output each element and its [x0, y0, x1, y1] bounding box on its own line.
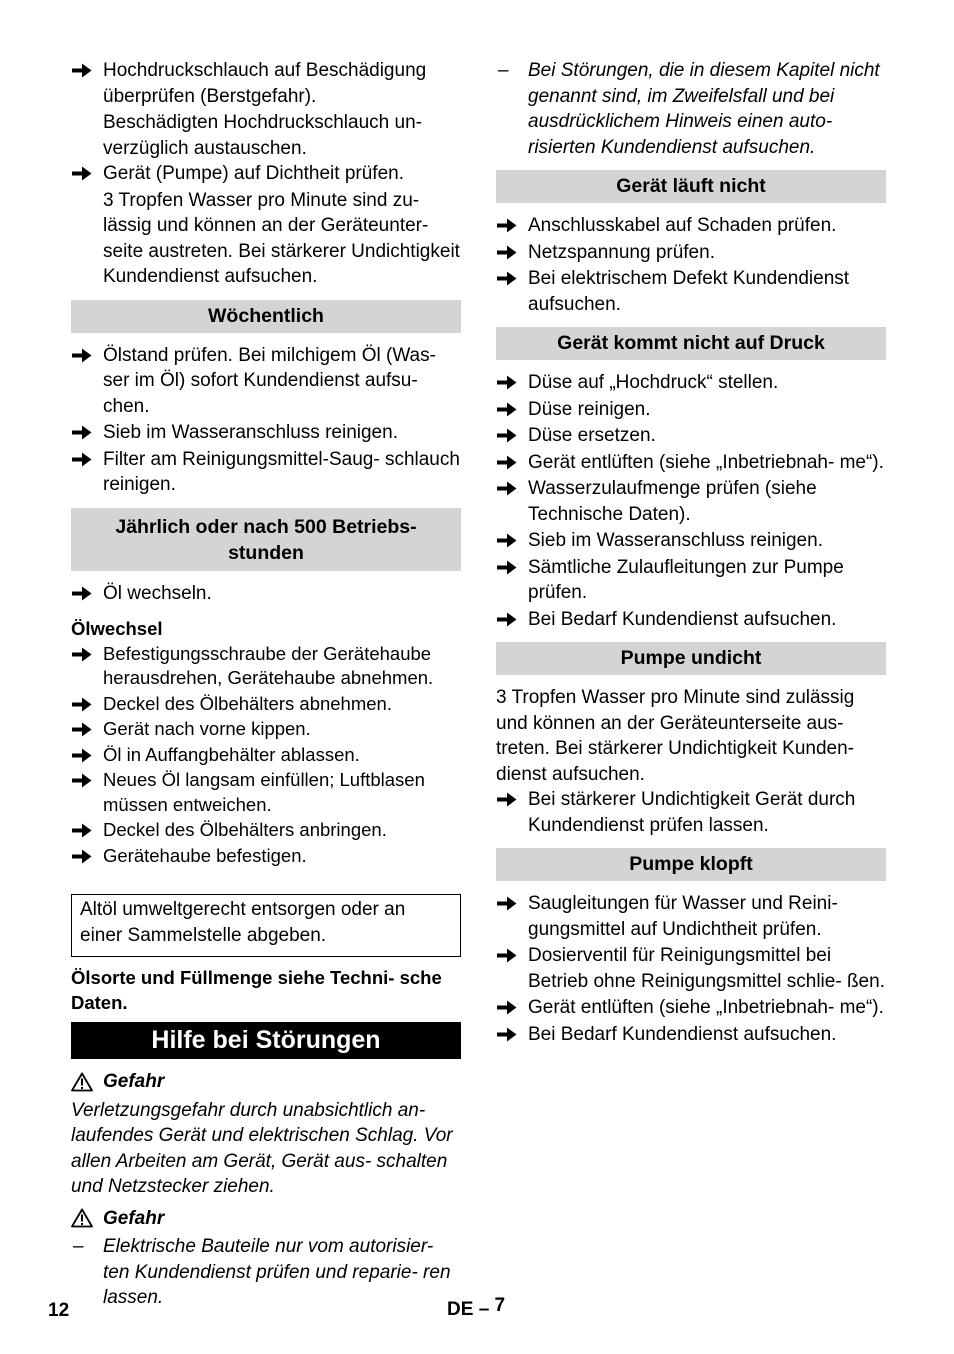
arrow-right-icon — [497, 455, 517, 470]
warning-triangle-icon — [71, 1072, 93, 1092]
arrow-right-icon — [497, 245, 517, 260]
list-item: Sieb im Wasseranschluss reinigen. — [71, 420, 461, 446]
warning-dash-item: – Elektrische Bauteile nur vom autorisier- ten Kundendienst prüfen und reparie- ren lassen. — [73, 1236, 451, 1308]
list-item: Bei Bedarf Kundendienst aufsuchen. — [496, 1022, 886, 1048]
arrow-right-icon — [497, 218, 517, 233]
arrow-right-icon — [497, 375, 517, 390]
arrow-right-icon — [497, 481, 517, 496]
warning-label: Gefahr — [71, 1206, 461, 1232]
list-item: Gerät nach vorne kippen. — [71, 717, 461, 742]
arrow-right-icon — [72, 748, 92, 763]
arrow-right-icon — [72, 166, 92, 181]
list-item: Befestigungsschraube der Gerätehaube herausdrehen, Gerätehaube abnehmen. — [71, 642, 461, 691]
list-item: Wasserzulaufmenge prüfen (siehe Technische Daten). — [496, 476, 886, 527]
arrow-right-icon — [497, 896, 517, 911]
warning-triangle-icon — [71, 1208, 93, 1228]
note-box: Altöl umweltgerecht entsorgen oder an einer Sammelstelle abgeben. — [71, 894, 461, 957]
arrow-right-icon — [72, 697, 92, 712]
list-item: Gerät entlüften (siehe „Inbetriebnah- me“). — [496, 995, 886, 1021]
list-item: Öl wechseln. — [71, 581, 461, 607]
dash-marker: – — [498, 60, 509, 81]
arrow-right-icon — [497, 428, 517, 443]
section-heading-yearly: Jährlich oder nach 500 Betriebs- stunden — [71, 508, 461, 571]
chapter-heading: Hilfe bei Störungen — [71, 1022, 461, 1059]
arrow-right-icon — [497, 402, 517, 417]
list-item: Anschlusskabel auf Schaden prüfen. — [496, 213, 886, 239]
list-item: Filter am Reinigungsmittel-Saug- schlauch reinigen. — [71, 447, 461, 498]
arrow-right-icon — [497, 792, 517, 807]
oil-type-note: Ölsorte und Füllmenge siehe Techni- sche Daten. — [71, 967, 442, 1013]
list-item: Deckel des Ölbehälters anbringen. — [71, 818, 461, 843]
list-item: Bei elektrischem Defekt Kundendienst aufsuchen. — [496, 266, 886, 317]
sub-text: 3 Tropfen Wasser pro Minute sind zu- lässig und können an der Geräteunter- seite austreten. Bei stärkerer Undichtigkeit Kundendienst aufsuchen. — [103, 189, 460, 287]
section-heading-weekly: Wöchentlich — [71, 300, 461, 333]
list-item: Sieb im Wasseranschluss reinigen. — [496, 528, 886, 554]
list-item: Deckel des Ölbehälters abnehmen. — [71, 692, 461, 717]
arrow-right-icon — [72, 425, 92, 440]
arrow-right-icon — [497, 1000, 517, 1015]
arrow-right-icon — [72, 348, 92, 363]
arrow-right-icon — [497, 533, 517, 548]
list-item: Düse auf „Hochdruck“ stellen. — [496, 370, 886, 396]
list-item: Netzspannung prüfen. — [496, 240, 886, 266]
arrow-right-icon — [497, 271, 517, 286]
arrow-right-icon — [497, 948, 517, 963]
list-item: Gerätehaube befestigen. — [71, 844, 461, 869]
arrow-right-icon — [497, 560, 517, 575]
warning-text: Verletzungsgefahr durch unabsichtlich an- laufendes Gerät und elektrischen Schlag. Vor allen Arbeiten am Gerät, Gerät aus- schalten und Netzstecker ziehen. — [71, 1099, 453, 1197]
arrow-right-icon — [72, 63, 92, 78]
section-heading-no-pressure: Gerät kommt nicht auf Druck — [496, 327, 886, 360]
list-item: Gerät (Pumpe) auf Dichtheit prüfen. — [71, 161, 461, 187]
section-heading-pump-knocking: Pumpe klopft — [496, 848, 886, 881]
intro-dash-item: – Bei Störungen, die in diesem Kapitel nicht genannt sind, im Zweifelsfall und bei ausdrücklichem Hinweis einen auto- risierten Kundendienst aufsuchen. — [498, 60, 880, 158]
language-page-marker: DE – 7 — [447, 1295, 506, 1320]
list-item: Öl in Auffangbehälter ablassen. — [71, 743, 461, 768]
arrow-right-icon — [72, 586, 92, 601]
arrow-right-icon — [72, 773, 92, 788]
section-heading-pump-leaking: Pumpe undicht — [496, 642, 886, 675]
oil-change-heading: Ölwechsel — [71, 618, 163, 639]
arrow-right-icon — [72, 722, 92, 737]
list-item: Neues Öl langsam einfüllen; Luftblasen müssen entweichen. — [71, 768, 461, 817]
sub-text: Beschädigten Hochdruckschlauch un- verzüglich austauschen. — [103, 112, 422, 159]
list-item: Gerät entlüften (siehe „Inbetriebnah- me“). — [496, 450, 886, 476]
list-item: Ölstand prüfen. Bei milchigem Öl (Was- ser im Öl) sofort Kundendienst aufsu- chen. — [71, 343, 461, 420]
warning-label: Gefahr — [71, 1069, 461, 1095]
dash-marker: – — [73, 1236, 84, 1257]
left-column — [71, 58, 461, 1311]
list-item: Saugleitungen für Wasser und Reini- gungsmittel auf Undichtheit prüfen. — [496, 891, 886, 942]
arrow-right-icon — [72, 647, 92, 662]
page-number: 12 — [48, 1300, 70, 1321]
right-column — [496, 58, 886, 1048]
section-heading-not-running: Gerät läuft nicht — [496, 170, 886, 203]
list-item: Düse ersetzen. — [496, 423, 886, 449]
list-item: Düse reinigen. — [496, 397, 886, 423]
arrow-right-icon — [72, 849, 92, 864]
list-item: Bei Bedarf Kundendienst aufsuchen. — [496, 607, 886, 633]
list-item: Hochdruckschlauch auf Beschädigung überprüfen (Berstgefahr). — [71, 58, 461, 109]
list-item: Bei stärkerer Undichtigkeit Gerät durch Kundendienst prüfen lassen. — [496, 787, 886, 838]
pump-leaking-text: 3 Tropfen Wasser pro Minute sind zulässig und können an der Geräteunterseite aus- treten. Bei stärkerer Undichtigkeit Kunden- dienst aufsuchen. — [496, 687, 855, 785]
arrow-right-icon — [72, 452, 92, 467]
list-item: Sämtliche Zulaufleitungen zur Pumpe prüfen. — [496, 555, 886, 606]
arrow-right-icon — [497, 1027, 517, 1042]
arrow-right-icon — [72, 823, 92, 838]
list-item: Dosierventil für Reinigungsmittel bei Betrieb ohne Reinigungsmittel schlie- ßen. — [496, 943, 886, 994]
arrow-right-icon — [497, 612, 517, 627]
